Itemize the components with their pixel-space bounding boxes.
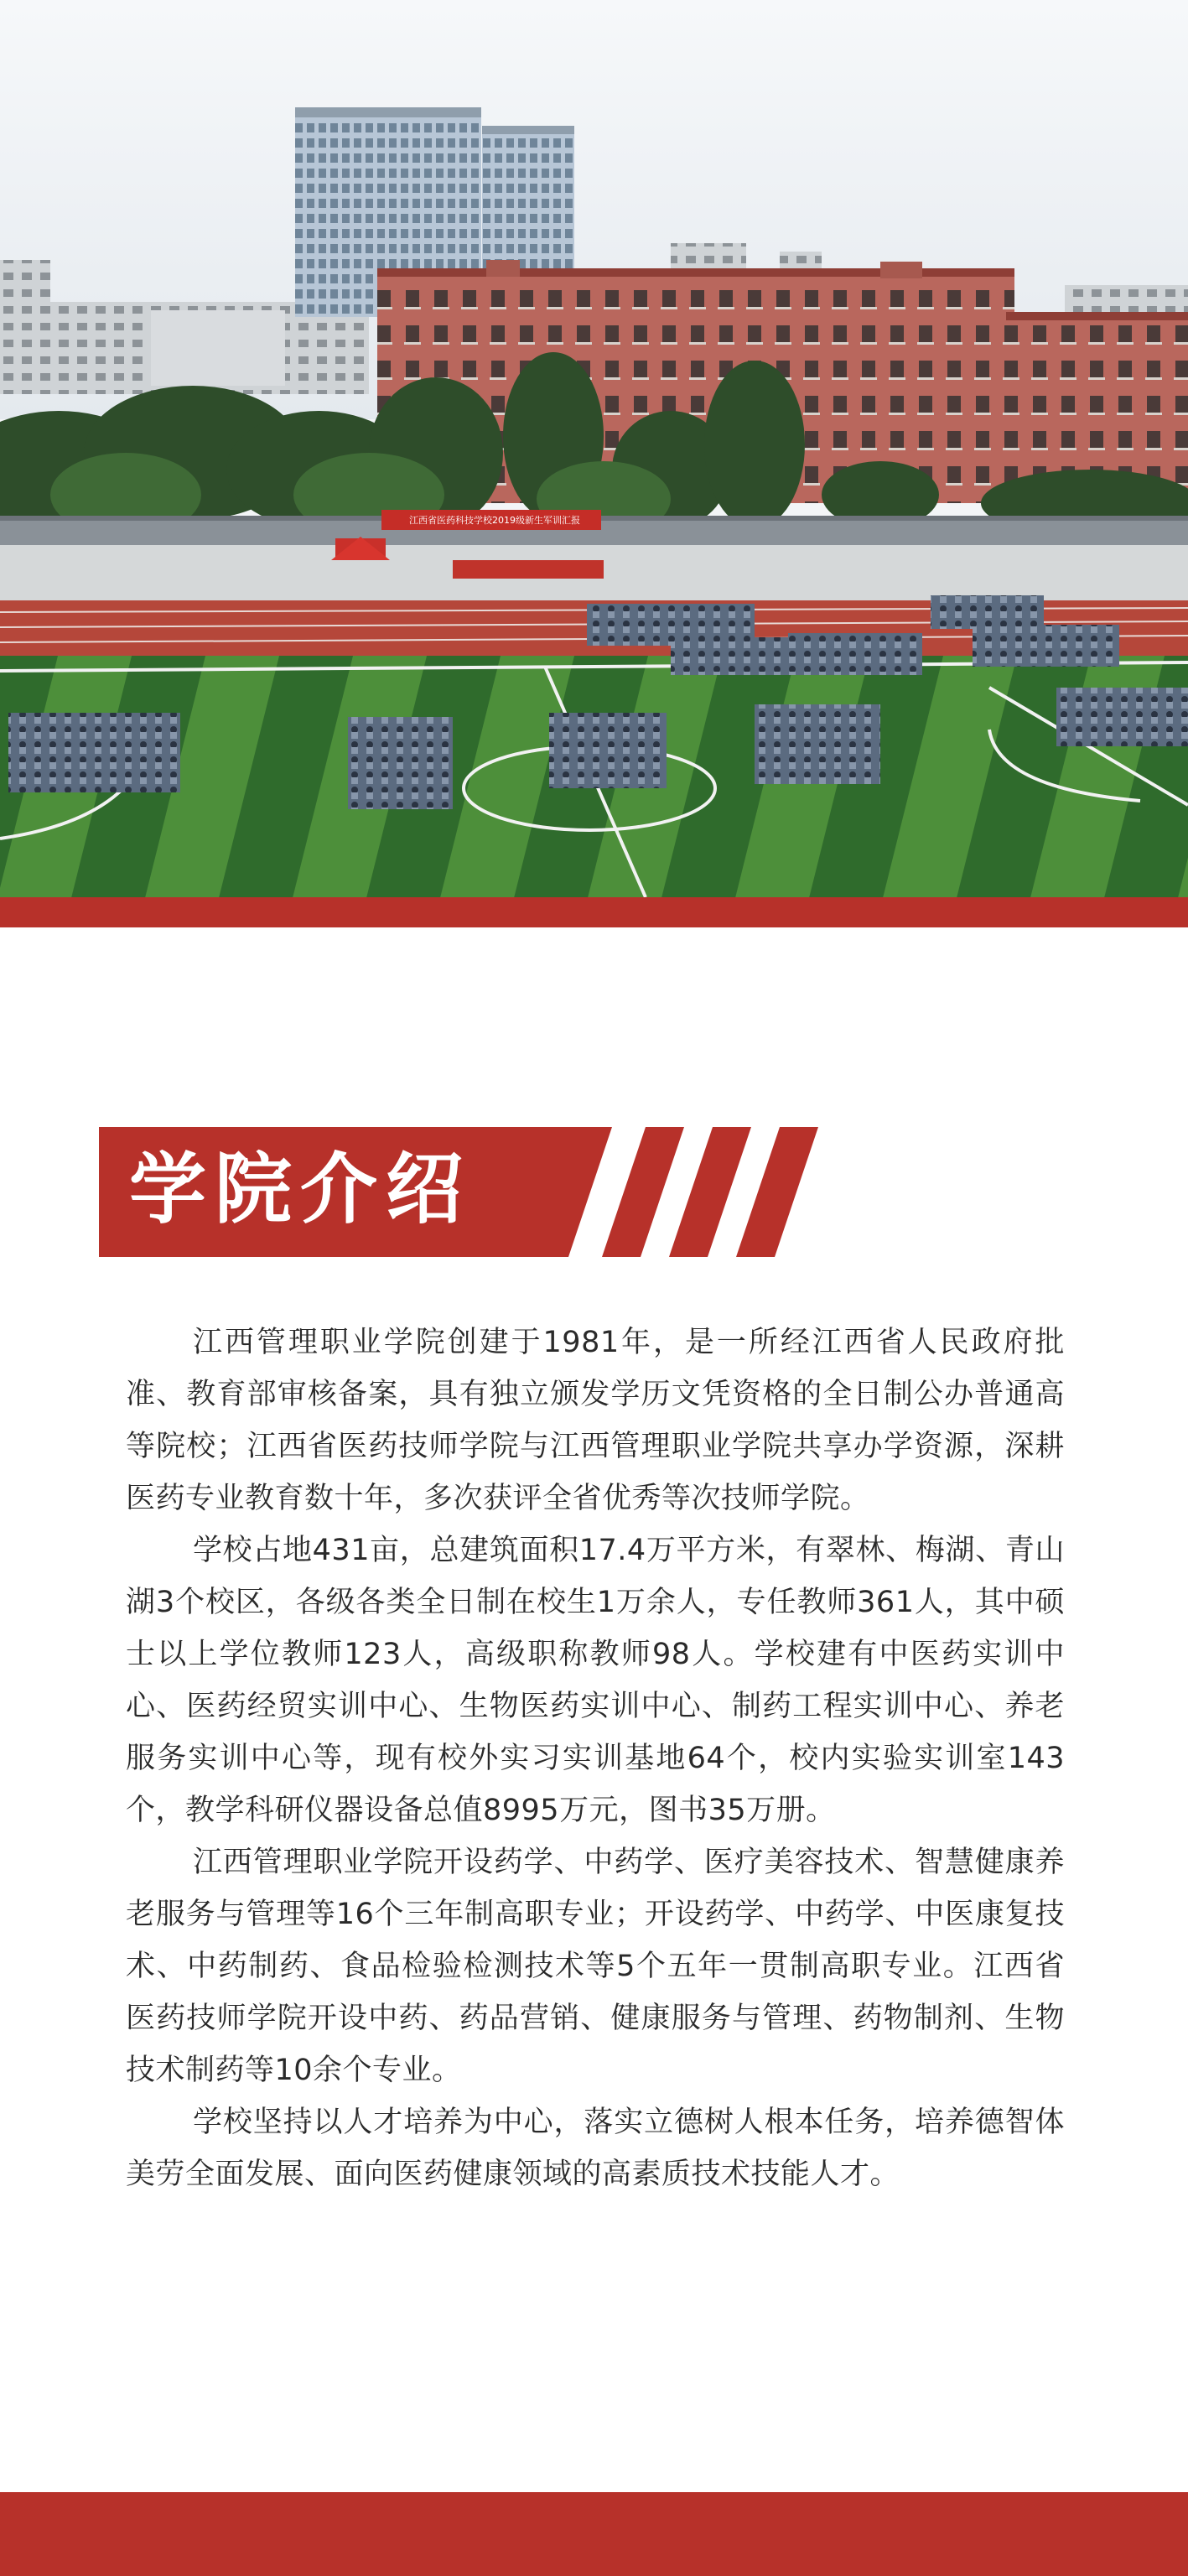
intro-paragraph: 江西管理职业学院创建于1981年，是一所经江西省人民政府批准、教育部审核备案，具有独立颁发学历文凭资格的全日制公办普通高等院校；江西省医药技师学院与江西管理职业学院共享办学资源，深耕医药专业教育数十年，多次获评全省优秀等次技师学院。 <box>126 1326 1065 1515</box>
slash-stripe-1 <box>602 1127 684 1257</box>
footer-band <box>0 2492 1188 2576</box>
intro-body <box>126 1317 1065 2200</box>
slash-stripe-3 <box>736 1127 818 1257</box>
campus-photo <box>0 0 1188 897</box>
photo-bottom-strip <box>0 897 1188 927</box>
campus-photo-illustration <box>0 0 1188 897</box>
section-title: 学院介绍 <box>129 1145 472 1234</box>
section-heading <box>99 1127 820 1257</box>
slash-stripe-2 <box>669 1127 751 1257</box>
intro-paragraph: 江西管理职业学院开设药学、中药学、医疗美容技术、智慧健康养老服务与管理等16个三年制高职专业；开设药学、中药学、中医康复技术、中药制药、食品检验检测技术等5个五年一贯制高职专业。江西省医药技师学院开设中药、药品营销、健康服务与管理、药物制剂、生物技术制药等10余个专业。 <box>126 1846 1065 2087</box>
intro-paragraph: 学校坚持以人才培养为中心，落实立德树人根本任务，培养德智体美劳全面发展、面向医药健康领域的高素质技术技能人才。 <box>126 2106 1065 2191</box>
stage-banner-text: 江西省医药科技学校2019级新生军训汇报 <box>409 515 580 526</box>
intro-paragraph: 学校占地431亩，总建筑面积17.4万平方米，有翠林、梅湖、青山湖3个校区，各级各类全日制在校生1万余人，专任教师361人，其中硕士以上学位教师123人，高级职称教师98人。学校建有中医药实训中心、医药经贸实训中心、生物医药实训中心、制药工程实训中心、养老服务实训中心等，现有校外实习实训基地64个，校内实验实训室143个，教学科研仪器设备总值8995万元，图书35万册。 <box>126 1534 1065 1827</box>
